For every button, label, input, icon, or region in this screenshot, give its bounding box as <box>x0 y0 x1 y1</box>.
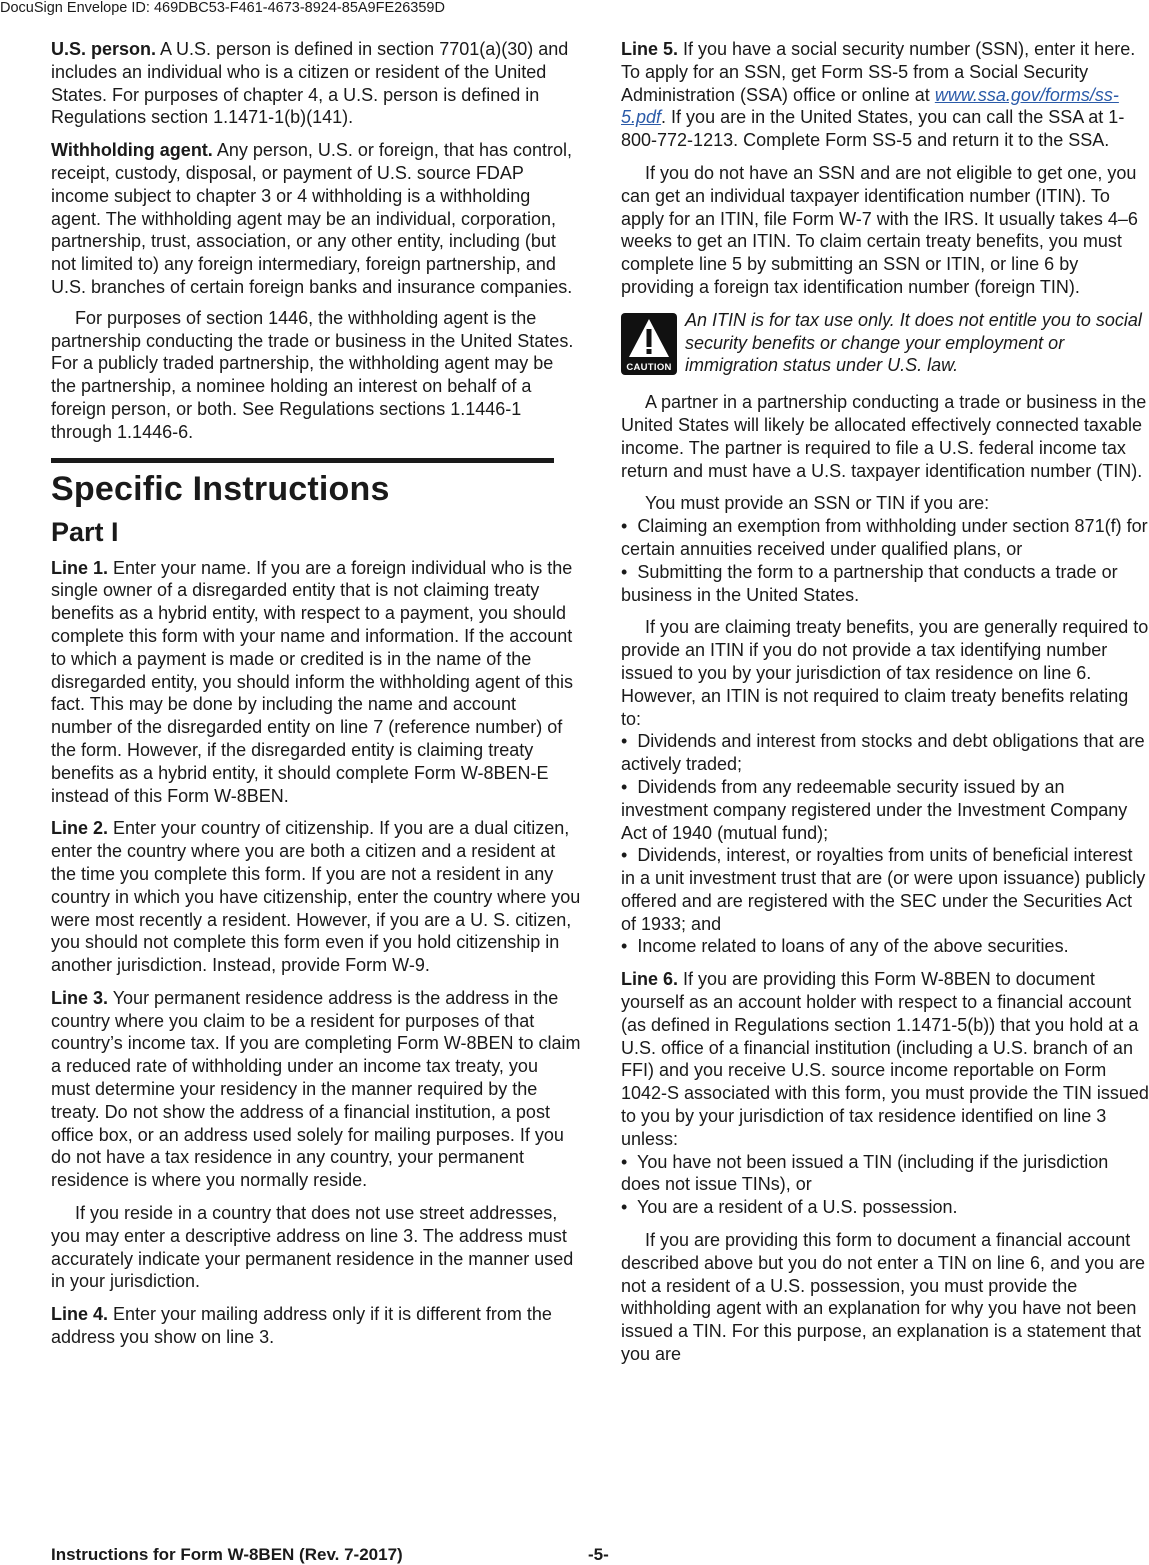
left-column <box>51 38 581 1359</box>
page-number: -5- <box>588 1545 609 1564</box>
line4-instructions: Line 4. Enter your mailing address only if it is different from the address you show on line 3. <box>51 1304 552 1348</box>
line6-instructions: Line 6. If you are providing this Form W-8BEN to document yourself as an account holder with respect to a financial account (as defined in Regulations section 1.1471-5(b)) that you hold at a U.S. office of a financial institution (including a U.S. branch of an FFI) and you receive U.S. source income reportable on Form 1042-S associated with this form, you must provide the TIN issued to you by your jurisdiction of tax residence identified on line 3 unless: <box>621 969 1149 1149</box>
us-person-lead: U.S. person. <box>51 39 157 59</box>
withholding-agent-lead: Withholding agent. <box>51 140 213 161</box>
line4-lead: Line 4. <box>51 1304 109 1325</box>
right-column <box>621 38 1149 1376</box>
line1-lead: Line 1. <box>51 557 109 578</box>
footer-title: Instructions for Form W-8BEN (Rev. 7-2017) <box>51 1545 403 1564</box>
list-item: • Claiming an exemption from withholding under section 871(f) for certain annuities received under qualified plans, or <box>621 516 1148 559</box>
caution-icon <box>621 313 677 375</box>
specific-instructions-heading: Specific Instructions <box>51 469 390 508</box>
list-item: • Dividends and interest from stocks and debt obligations that are actively traded; <box>621 731 1145 775</box>
caution-label: CAUTION <box>626 361 672 373</box>
list-item: • You are a resident of a U.S. possession. <box>621 1197 958 1218</box>
line2-lead: Line 2. <box>51 818 109 839</box>
list-item: • Income related to loans of any of the above securities. <box>621 936 1069 957</box>
must-provide-intro: You must provide an SSN or TIN if you are: <box>645 493 990 514</box>
line5-instructions: Line 5. If you have a social security number (SSN), enter it here. To apply for an SSN, get Form SS-5 from a Social Security Administration (SSA) office or online at www.ssa.gov/forms/ss-5.pdf. If you are in the United States, you can call the SSA at 1-800-772-1213. Complete Form SS-5 and return it to the SSA. <box>621 39 1136 151</box>
list-item: • Dividends, interest, or royalties from units of beneficial interest in a unit investment trust that are (or were upon issuance) publicly offered and are registered with the SEC under the Securities Act of 1933; and <box>621 845 1146 934</box>
list-item: • Submitting the form to a partnership that conducts a trade or business in the United States. <box>621 561 1118 605</box>
partner-paragraph: A partner in a partnership conducting a trade or business in the United States will likely be allocated effectively connected taxable income. The partner is required to file a U.S. federal income tax return and must have a U.S. taxpayer identification number (TIN). <box>621 392 1147 481</box>
list-item: • You have not been issued a TIN (including if the jurisdiction does not issue TINs), or <box>621 1151 1109 1195</box>
line3-instructions: Line 3. Your permanent residence address is the address in the country where you claim to be a resident for purposes of that country’s income tax. If you are completing Form W-8BEN to claim a reduced rate of withholding under an income tax treaty, you must determine your residency in the manner required by the treaty. Do not show the address of a financial institution, a post office box, or an address used solely for mailing purposes. If you do not have a tax residence in any country, your permanent residence is where you normally reside. <box>51 987 581 1191</box>
us-person-definition: U.S. person. A U.S. person is defined in section 7701(a)(30) and includes an individual who is a citizen or resident of the United States. For purposes of chapter 4, a U.S. person is defined in Regulations section 1.1471-1(b)(141). <box>51 39 569 128</box>
itin-paragraph: If you do not have an SSN and are not eligible to get one, you can get an individual taxpayer identification number (ITIN). To apply for an ITIN, file Form W-7 with the IRS. It usually takes 4–6 weeks to get an ITIN. To claim certain treaty benefits, you must complete line 5 by submitting an SSN or ITIN, or line 6 by providing a foreign tax identification number (foreign TIN). <box>621 162 1138 297</box>
line3-street-paragraph: If you reside in a country that does not use street addresses, you may enter a descriptive address on line 3. The address must accurately indicate your permanent residence in the manner used in your jurisdiction. <box>51 1203 574 1292</box>
line2-instructions: Line 2. Enter your country of citizenship. If you are a dual citizen, enter the country where you are both a citizen and a resident at the time you complete this form. If you are not a resident in any country in which you have citizenship, enter the country where you were most recently a resident. However, if you are a U. S. citizen, you should not complete this form even if you hold citizenship in another jurisdiction. Instead, provide Form W-9. <box>51 818 581 976</box>
treaty-paragraph: If you are claiming treaty benefits, you are generally required to provide an ITIN if you do not provide a tax identifying number issued to you by your jurisdiction of tax residence on line 6. However, an ITIN is not required to claim treaty benefits relating to: <box>621 617 1149 729</box>
warning-triangle-icon <box>627 317 671 361</box>
withholding-agent-definition: Withholding agent. Any person, U.S. or foreign, that has control, receipt, custody, disposal, or payment of U.S. source FDAP income subject to chapter 3 or 4 withholding is a withholding agent. The withholding agent may be an individual, corporation, partnership, trust, association, or any other entity, including (but not limited to) any foreign intermediary, foreign partnership, and U.S. branches of certain foreign banks and insurance companies. <box>51 140 573 297</box>
docusign-envelope-id: DocuSign Envelope ID: 469DBC53-F461-4673-8924-85A9FE26359D <box>0 0 445 16</box>
section-1446-paragraph: For purposes of section 1446, the withholding agent is the partnership conducting the trade or business in the United States. For a publicly traded partnership, the withholding agent may be the partnership, a nominee holding an interest on behalf of a foreign person, or both. See Regulations sections 1.1446-1 through 1.1446-6. <box>51 307 574 442</box>
line1-instructions: Line 1. Enter your name. If you are a foreign individual who is the single owner of a disregarded entity that is not claiming treaty benefits as a hybrid entity, with respect to a payment, you should complete this form with your name and information. If the account to which a payment is made or credited is in the name of the disregarded entity, you should inform the withholding agent of this fact. This may be done by including the name and account number of the disregarded entity on line 7 (reference number) of the form. However, if the disregarded entity is claiming treaty benefits as a hybrid entity, it should complete Form W-8BEN-E instead of this Form W-8BEN. <box>51 557 573 806</box>
line3-lead: Line 3. <box>51 987 109 1008</box>
line5-lead: Line 5. <box>621 39 679 59</box>
list-item: • Dividends from any redeemable security issued by an investment company registered under the Investment Company Act of 1940 (mutual fund); <box>621 776 1128 843</box>
line6-final-paragraph: If you are providing this form to document a financial account described above but you do not enter a TIN on line 6, and you are not a resident of a U.S. possession, you must provide the withholding agent with an explanation for why you have not been issued a TIN. For this purpose, an explanation is a statement that you are <box>621 1230 1146 1365</box>
caution-text: An ITIN is for tax use only. It does not entitle you to social security benefits or change your employment or immigration status under U.S. law. <box>685 309 1142 376</box>
section-divider <box>51 458 554 463</box>
ssa-form-link[interactable]: www.ssa.gov/forms/ss-5.pdf <box>621 84 1119 128</box>
line6-lead: Line 6. <box>621 969 679 990</box>
caution-box <box>621 309 1149 377</box>
part-i-heading: Part I <box>51 516 119 547</box>
